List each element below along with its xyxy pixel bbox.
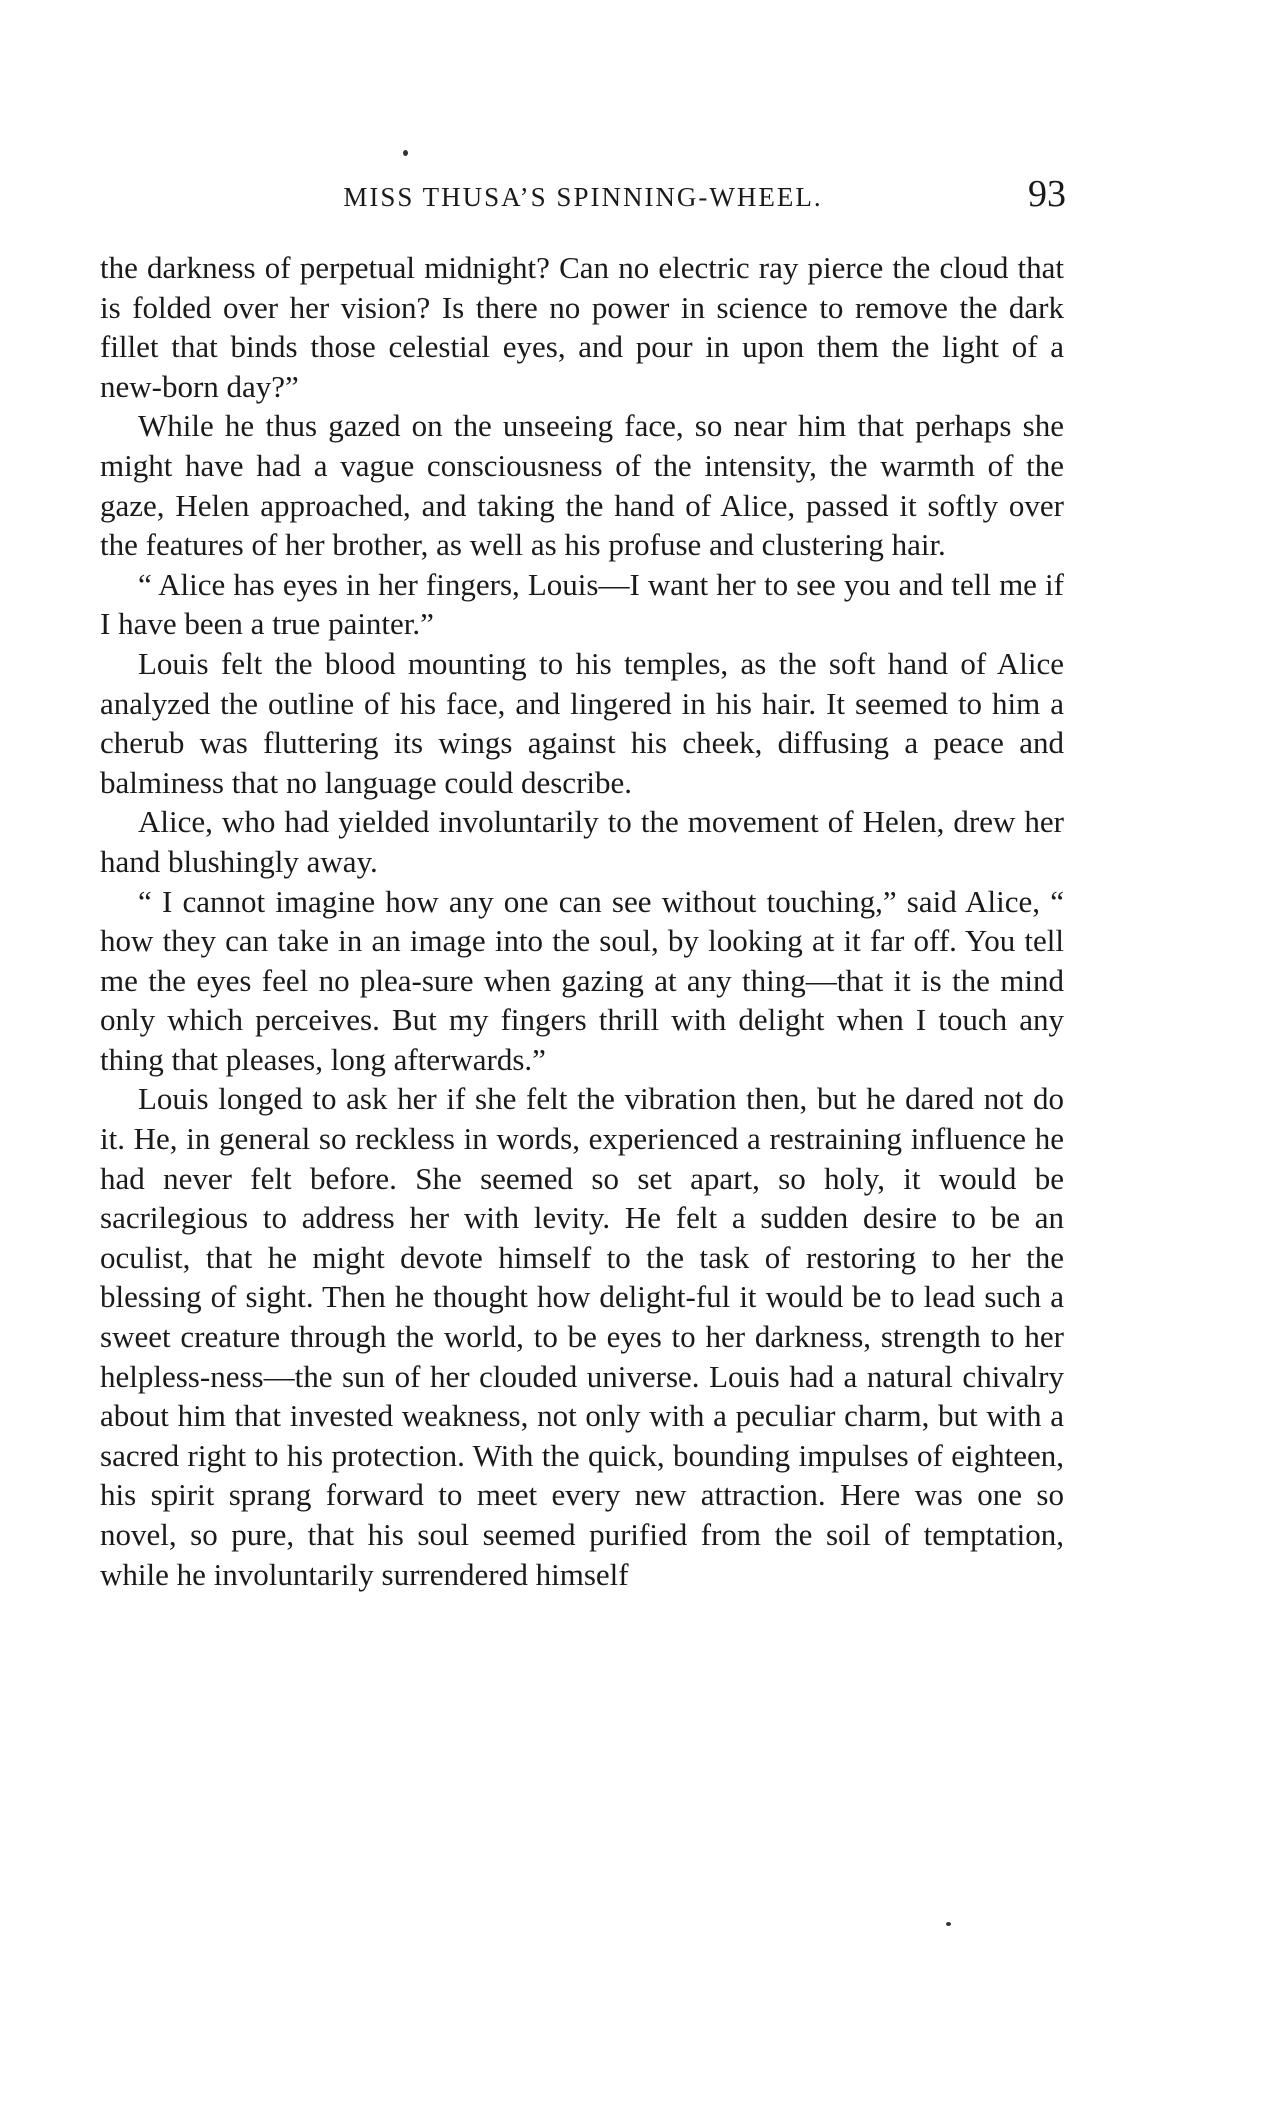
ink-speck-bottom — [946, 1922, 951, 1926]
paragraph-2: While he thus gazed on the unseeing face, so near him that perhaps she might have had a vague consciousness of the intensity, the warmth of the gaze, Helen approached, and taking the hand of Alice, passed it softly over the features of her brother, as well as his profuse and clustering hair. — [100, 408, 1064, 563]
paragraph-3: “ Alice has eyes in her fingers, Louis—I want her to see you and tell me if I have been a true painter.” — [100, 566, 1064, 642]
paragraph-6: “ I cannot imagine how any one can see without touching,” said Alice, “ how they can take in an image into the soul, by looking at it far off. You tell me the eyes feel no plea-sure when gazing at any thing—that it is the mind only which perceives. But my fingers thrill with delight when I touch any thing that pleases, long afterwards.” — [100, 883, 1064, 1077]
ink-speck-top — [403, 150, 408, 156]
page-number: 93 — [1028, 173, 1066, 215]
paragraph-1: the darkness of perpetual midnight? Can no electric ray pierce the cloud that is folded over her vision? Is there no power in science to remove the dark fillet that binds those celestial eyes, and pour in upon them the light of a new-born day?” — [100, 250, 1064, 404]
body-text — [100, 248, 1064, 1594]
running-head — [100, 172, 1066, 220]
paragraph-7: Louis longed to ask her if she felt the vibration then, but he dared not do it. He, in general so reckless in words, experienced a restraining influence he had never felt before. She seemed so set apart, so holy, it would be sacrilegious to address her with levity. He felt a sudden desire to be an oculist, that he might devote himself to the task of restoring to her the blessing of sight. Then he thought how delight-ful it would be to lead such a sweet creature through the world, to be eyes to her darkness, strength to her helpless-ness—the sun of her clouded universe. Louis had a natural chivalry about him that invested weakness, not only with a peculiar charm, but with a sacred right to his protection. With the quick, bounding impulses of eighteen, his spirit sprang forward to meet every new attraction. Here was one so novel, so pure, that his soul seemed purified from the soil of temptation, while he involuntarily surrendered himself — [100, 1081, 1064, 1592]
running-title: MISS THUSA’S SPINNING-WHEEL. — [343, 182, 823, 212]
paragraph-4: Louis felt the blood mounting to his temples, as the soft hand of Alice analyzed the outline of his face, and lingered in his hair. It seemed to him a cherub was fluttering its wings against his cheek, diffusing a peace and balminess that no language could describe. — [100, 645, 1064, 800]
paragraph-5: Alice, who had yielded involuntarily to the movement of Helen, drew her hand blushingly away. — [100, 804, 1064, 879]
